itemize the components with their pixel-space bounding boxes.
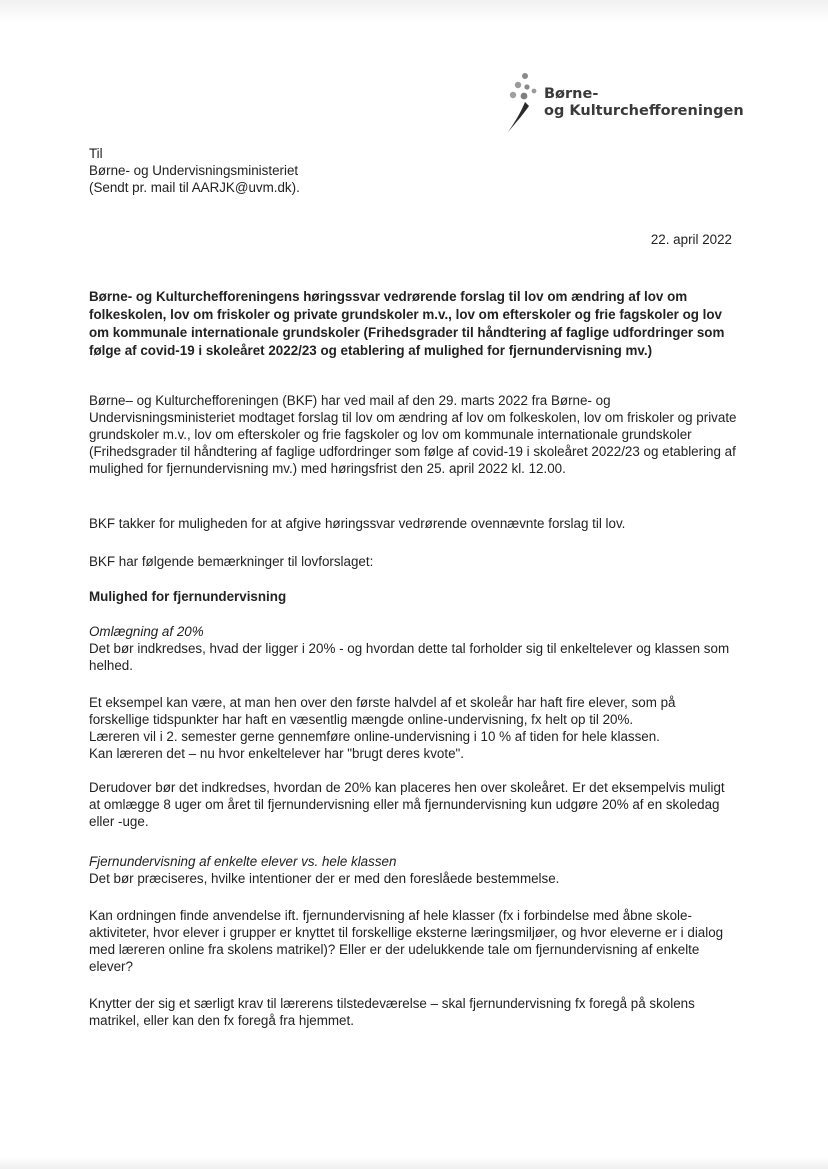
fjernundervisning-paragraph-3: Knytter der sig et særligt krav til lærerens tilstedeværelse – skal fjernundervisning fx foregå på skolens matrikel, eller kan den fx foregå fra hjemmet. (89, 996, 695, 1028)
document-title: Børne- og Kulturchefforeningens høringssvar vedrørende forslag til lov om ændring af lov om folkeskolen, lov om friskoler og private grundskoler m.v., lov om efterskoler og frie fagskoler og lov om kommunale internationale grundskoler (Frihedsgrader til håndtering af faglige udfordringer som følge af covid-19 i skoleåret 2022/23 og etablering af mulighed for fjernundervisning mv.) (89, 289, 725, 358)
omlaegning-p2-line-2: Læreren vil i 2. semester gerne gennemføre online-undervisning i 10 % af tiden for hele klassen. (89, 729, 660, 744)
intro-paragraph: Børne– og Kulturchefforeningen (BKF) har ved mail af den 29. marts 2022 fra Børne- og Undervisningsministeriet modtaget forslag til lov om ændring af lov om folkeskolen, lov om friskoler og private grundskoler m.v., lov om efterskoler og frie fagskoler og lov om kommunale internationale grundskoler (Frihedsgrader til håndtering af faglige udfordringer som følge af covid-19 i skoleåret 2022/23 og etablering af mulighed for fjernundervisning mv.) med høringsfrist den 25. april 2022 kl. 12.00. (89, 393, 737, 476)
omlaegning-p2-line-1: Et eksempel kan være, at man hen over den første halvdel af et skoleår har haft fire elever, som på forskellige tidspunkter har haft en væsentlig mængde online-undervisning, fx helt op til 20%. (89, 695, 676, 727)
logo-leaf-icon (505, 70, 545, 136)
recipient-line-2: Børne- og Undervisningsministeriet (89, 163, 299, 178)
logo-wordmark (544, 86, 744, 120)
subheading-omlaegning: Omlægning af 20% (89, 624, 204, 639)
scan-edge-top (0, 0, 828, 22)
subheading-fjernundervisning: Fjernundervisning af enkelte elever vs. hele klassen (89, 854, 397, 869)
fjernundervisning-paragraph-1: Det bør præciseres, hvilke intentioner der er med den foreslåede bestemmelse. (89, 871, 560, 886)
omlaegning-paragraph-1: Det bør indkredses, hvad der ligger i 20% - og hvordan dette tal forholder sig til enkeltelever og klassen som helhed. (89, 641, 730, 673)
omlaegning-paragraph-3: Derudover bør det indkredses, hvordan de 20% kan placeres hen over skoleåret. Er det eksempelvis muligt at omlægge 8 uger om året til fjernundervisning eller må fjernundervisning kun udgøre 20% af en skoledag eller -uge. (89, 780, 725, 829)
recipient-line-3: (Sendt pr. mail til AARJK@uvm.dk). (89, 180, 300, 195)
omlaegning-paragraph-2 (89, 694, 739, 762)
logo-line-2: og Kulturchefforeningen (544, 103, 744, 119)
section-heading: Mulighed for fjernundervisning (89, 589, 287, 604)
organization-logo (505, 70, 745, 140)
thanks-paragraph: BKF takker for muligheden for at afgive høringssvar vedrørende ovennævnte forslag til lov. (89, 516, 626, 531)
logo-line-1: Børne- (544, 86, 599, 102)
recipient-address (89, 145, 739, 196)
omlaegning-p2-line-3: Kan læreren det – nu hvor enkeltelever har "brugt deres kvote". (89, 746, 464, 761)
recipient-line-1: Til (89, 146, 103, 161)
fjernundervisning-paragraph-2: Kan ordningen finde anvendelse ift. fjernundervisning af hele klasser (fx i forbindelse med åbne skole-aktiviteter, hvor elever i grupper er knyttet til forskellige eksterne læringsmiljøer, og hvor eleverne er i dialog med læreren online fra skolens matrikel)? Eller er der udelukkende tale om fjernundervisning af enkelte elever? (89, 908, 724, 974)
remarks-paragraph: BKF har følgende bemærkninger til lovforslaget: (89, 554, 374, 569)
scan-edge-bottom (0, 1157, 828, 1169)
letter-date: 22. april 2022 (650, 232, 732, 247)
